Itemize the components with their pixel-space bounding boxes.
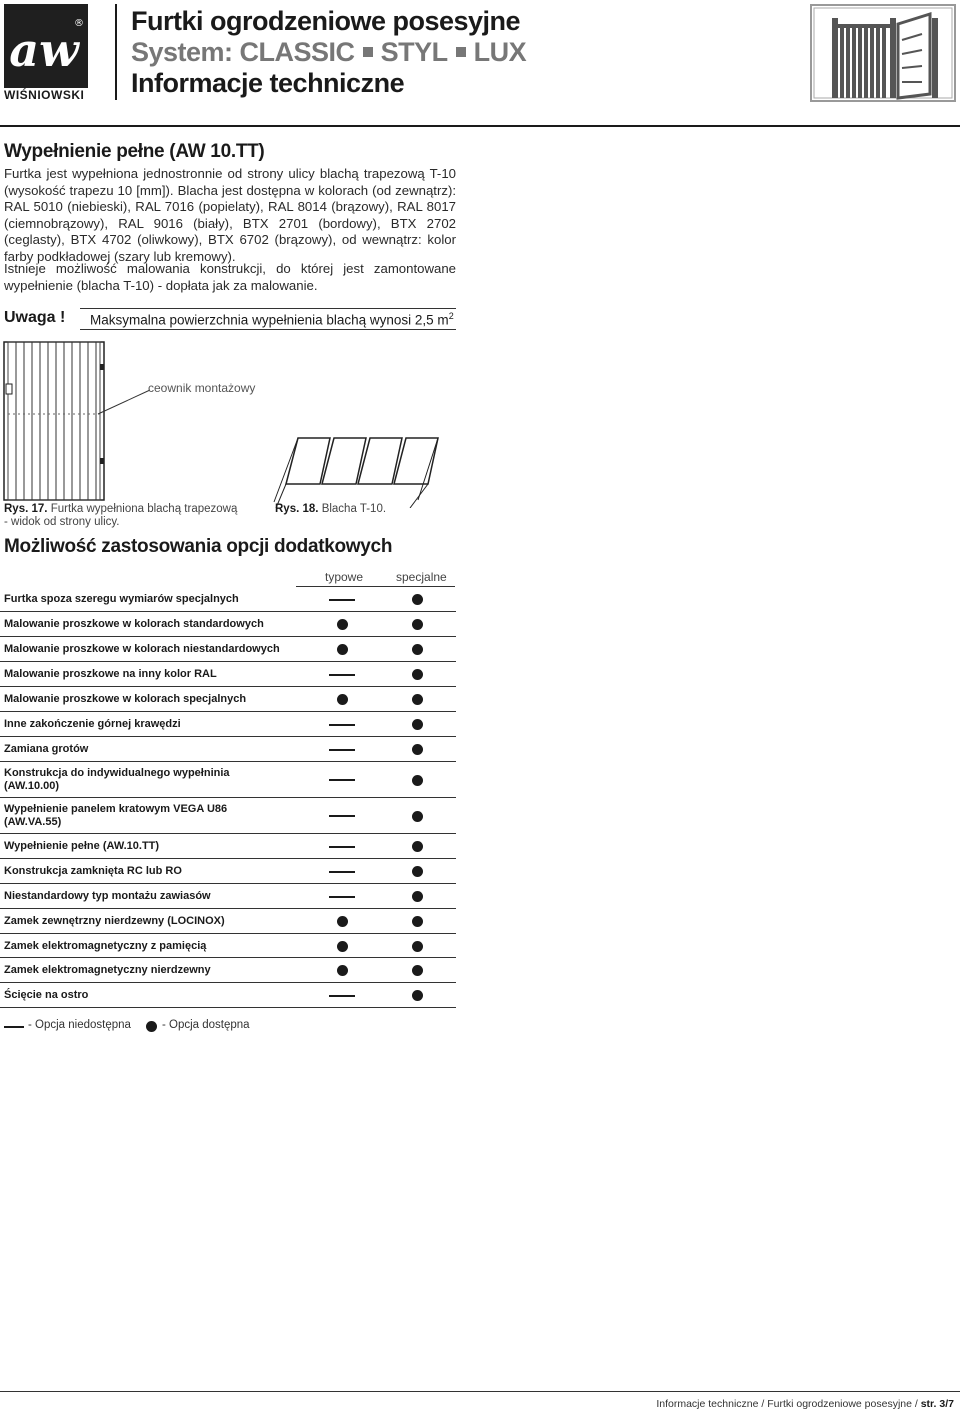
option-label: Niestandardowy typ montażu zawiasów bbox=[4, 890, 211, 902]
available-dot-icon bbox=[412, 744, 423, 755]
square-bullet-icon bbox=[363, 47, 373, 57]
available-dot-icon bbox=[412, 811, 423, 822]
header-rule bbox=[0, 125, 960, 127]
page-footer bbox=[656, 1398, 954, 1410]
option-label: Inne zakończenie górnej krawędzi bbox=[4, 718, 181, 730]
page-number: str. 3/7 bbox=[920, 1398, 954, 1410]
available-dot-icon bbox=[337, 965, 348, 976]
figure-17-caption-line1: Furtka wypełniona blachą trapezową bbox=[50, 503, 238, 515]
warning-rule-top bbox=[80, 308, 456, 309]
unavailable-dash-icon bbox=[329, 815, 355, 817]
available-dot-icon bbox=[412, 916, 423, 927]
square-bullet-icon bbox=[456, 47, 466, 57]
figure-18-number: Rys. 18. bbox=[275, 503, 319, 515]
unavailable-dash-icon bbox=[329, 896, 355, 898]
trapezoid-sheet-drawing bbox=[274, 438, 438, 508]
table-row bbox=[0, 762, 456, 798]
option-label: Zamek elektromagnetyczny nierdzewny bbox=[4, 964, 211, 976]
option-label: Furtka spoza szeregu wymiarów specjalnych bbox=[4, 593, 239, 605]
legend-available: - Opcja dostępna bbox=[162, 1019, 250, 1031]
option-label: Zamek zewnętrzny nierdzewny (LOCINOX) bbox=[4, 915, 225, 927]
gate-icon bbox=[810, 4, 956, 102]
system-styl: STYL bbox=[380, 37, 448, 67]
option-label: Wypełnienie pełne (AW.10.TT) bbox=[4, 840, 160, 852]
table-row bbox=[0, 834, 456, 859]
figure-18-caption-text: Blacha T-10. bbox=[321, 503, 387, 515]
table-row bbox=[0, 637, 456, 662]
options-title: Możliwość zastosowania opcji dodatkowych bbox=[4, 536, 393, 557]
unavailable-dash-icon bbox=[329, 749, 355, 751]
available-dot-icon bbox=[337, 619, 348, 630]
description-paragraph: Furtka jest wypełniona jednostronnie od strony ulicy blachą trapezową T-10 (wysokość trapezu 10 [mm]). Blacha jest dostępna w kolorach (od zewnątrz): RAL 5010 (niebieski), RAL 7016 (popielaty), RAL 8014 (brązowy), RAL 8017 (ciemnobrązowy), RAL 9016 (biały), BTX 2701 (bordowy), BTX 2702 (ceglasty), BTX 4702 (oliwkowy), BTX 6702 (brązowy), od wewnątrz: kolor farby podkładowej (szary lub kremowy). bbox=[4, 166, 456, 264]
unavailable-dash-icon bbox=[329, 846, 355, 848]
registered-mark: ® bbox=[74, 18, 84, 29]
info-subtitle: Informacje techniczne bbox=[131, 68, 405, 98]
table-row bbox=[0, 662, 456, 687]
unavailable-dash-icon bbox=[329, 779, 355, 781]
unavailable-dash-icon bbox=[329, 599, 355, 601]
section-title: Wypełnienie pełne (AW 10.TT) bbox=[4, 141, 265, 162]
warning-superscript: 2 bbox=[448, 311, 454, 321]
system-lux: LUX bbox=[473, 37, 527, 67]
table-row bbox=[0, 859, 456, 884]
table-row bbox=[0, 884, 456, 909]
available-dot-icon bbox=[412, 965, 423, 976]
unavailable-dash-icon bbox=[329, 995, 355, 997]
option-label: Wypełnienie panelem kratowym VEGA U86 (AW.VA.55) bbox=[4, 803, 228, 828]
warning-label: Uwaga ! bbox=[4, 309, 66, 326]
available-dot-icon bbox=[412, 644, 423, 655]
unavailable-dash-icon bbox=[329, 674, 355, 676]
system-subtitle bbox=[131, 37, 526, 68]
table-row bbox=[0, 958, 456, 983]
header-divider bbox=[115, 4, 117, 100]
logo-text: aw bbox=[9, 23, 79, 77]
available-dot-icon bbox=[412, 866, 423, 877]
figure-17-caption-line2: - widok od strony ulicy. bbox=[4, 516, 120, 528]
option-label: Konstrukcja zamknięta RC lub RO bbox=[4, 865, 182, 877]
available-dot-icon bbox=[412, 669, 423, 680]
option-label: Zamiana grotów bbox=[4, 743, 89, 755]
available-dot-icon bbox=[412, 775, 423, 786]
option-label: Ścięcie na ostro bbox=[4, 989, 89, 1001]
figure-18-caption bbox=[275, 503, 386, 516]
dot-legend-icon bbox=[146, 1021, 157, 1032]
option-label: Malowanie proszkowe w kolorach niestandardowych bbox=[4, 643, 280, 655]
table-row bbox=[0, 983, 456, 1008]
available-dot-icon bbox=[337, 941, 348, 952]
logo-mark-icon bbox=[4, 4, 88, 88]
table-row bbox=[0, 798, 456, 834]
table-row bbox=[0, 909, 456, 934]
footer-text: Informacje techniczne / Furtki ogrodzeniowe posesyjne / bbox=[656, 1398, 918, 1410]
option-label: Konstrukcja do indywidualnego wypełninia (AW.10.00) bbox=[4, 767, 230, 792]
table-row bbox=[0, 587, 456, 612]
available-dot-icon bbox=[412, 990, 423, 1001]
gate-drawing bbox=[4, 342, 150, 500]
available-dot-icon bbox=[412, 941, 423, 952]
available-dot-icon bbox=[412, 694, 423, 705]
painting-paragraph: Istnieje możliwość malowania konstrukcji, do której jest zamontowane wypełnienie (blacha T-10) - dopłata jak za malowanie. bbox=[4, 261, 456, 293]
column-header-typowe: typowe bbox=[325, 570, 364, 584]
mounting-channel-label: ceownik montażowy bbox=[148, 381, 256, 395]
available-dot-icon bbox=[412, 594, 423, 605]
available-dot-icon bbox=[412, 841, 423, 852]
available-dot-icon bbox=[337, 694, 348, 705]
warning-text-body: Maksymalna powierzchnia wypełnienia blachą wynosi 2,5 m bbox=[90, 312, 449, 328]
figure-17-caption bbox=[4, 503, 237, 529]
available-dot-icon bbox=[337, 916, 348, 927]
figure-17-number: Rys. 17. bbox=[4, 503, 48, 515]
table-row bbox=[0, 687, 456, 712]
dash-legend-icon bbox=[4, 1026, 24, 1028]
available-dot-icon bbox=[412, 891, 423, 902]
warning-text bbox=[90, 311, 454, 328]
option-label: Zamek elektromagnetyczny z pamięcią bbox=[4, 940, 207, 952]
option-label: Malowanie proszkowe w kolorach specjalnych bbox=[4, 693, 247, 705]
column-header-specjalne: specjalne bbox=[396, 570, 447, 584]
figure-drawings bbox=[0, 338, 460, 508]
available-dot-icon bbox=[412, 619, 423, 630]
table-row bbox=[0, 934, 456, 958]
company-name: WIŚNIOWSKI bbox=[4, 88, 85, 102]
warning-rule-bottom bbox=[80, 329, 456, 330]
table-row bbox=[0, 737, 456, 762]
unavailable-dash-icon bbox=[329, 724, 355, 726]
available-dot-icon bbox=[412, 719, 423, 730]
table-row bbox=[0, 712, 456, 737]
unavailable-dash-icon bbox=[329, 871, 355, 873]
footer-rule bbox=[0, 1391, 960, 1392]
available-dot-icon bbox=[337, 644, 348, 655]
document-title: Furtki ogrodzeniowe posesyjne bbox=[131, 6, 521, 36]
legend-unavailable: - Opcja niedostępna bbox=[28, 1019, 131, 1031]
brand-logo bbox=[4, 4, 88, 88]
option-label: Malowanie proszkowe na inny kolor RAL bbox=[4, 668, 217, 680]
table-row bbox=[0, 612, 456, 637]
system-classic: System: CLASSIC bbox=[131, 37, 355, 67]
option-label: Malowanie proszkowe w kolorach standardowych bbox=[4, 618, 264, 630]
